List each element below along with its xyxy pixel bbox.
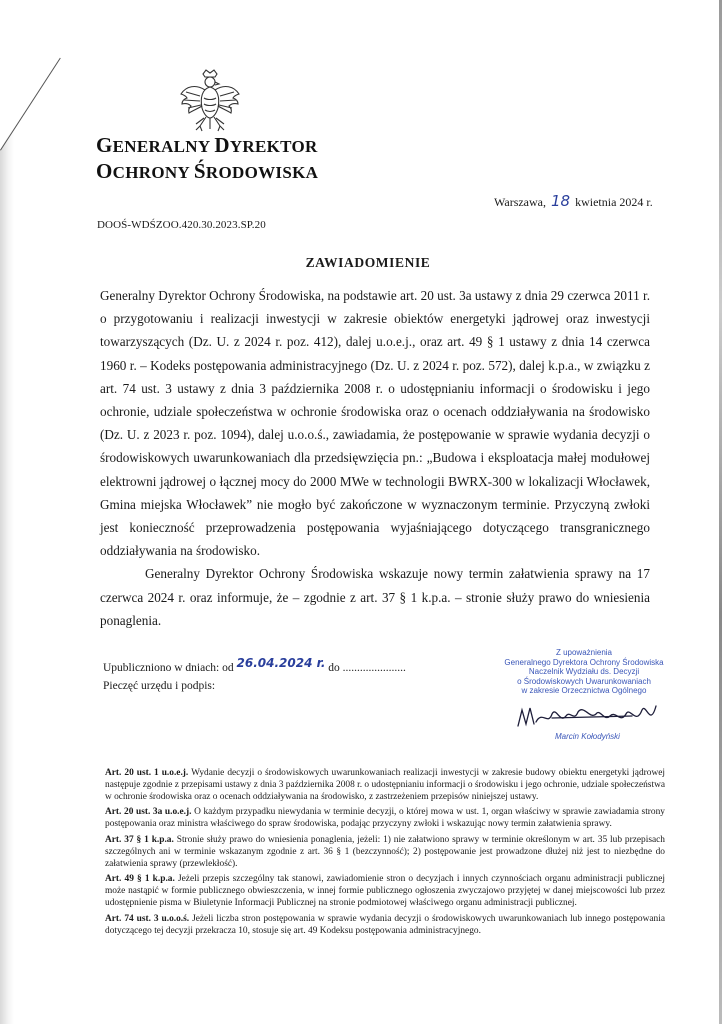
publication-from-date: 26.04.2024 r. — [236, 656, 326, 670]
place: Warszawa, — [494, 195, 547, 209]
footnote-item: Art. 74 ust. 3 u.o.o.ś. Jeżeli liczba stron postępowania w sprawie wydania decyzji o środowiskowych uwarunkowaniach lub innego postępowania dotyczącego tej decyzji przekracza 10, stosuje się art. 49 Kodeksu postępowania administracyjnego. — [105, 913, 665, 936]
footnote-item: Art. 37 § 1 k.p.a. Stronie służy prawo do wniesienia ponaglenia, jeżeli: 1) nie załatwiono sprawy w terminie określonym w art. 35 lub przepisach szczególnych ani w terminie wskazanym zgodnie z art. 36 § 1 (bezczynność); 2) postępowanie jest prowadzone dłużej niż jest to niezbędne do załatwienia sprawy (przewlekłość). — [105, 834, 665, 869]
body-paragraph-2: Generalny Dyrektor Ochrony Środowiska wskazuje nowy termin załatwienia sprawy na 17 czerwca 2024 r. oraz informuje, że – zgodnie z art. 37 § 1 k.p.a. – stronie służy prawo do wniesienia ponaglenia. — [100, 566, 650, 628]
handwritten-day: 18 — [551, 192, 571, 210]
document-title: ZAWIADOMIENIE — [305, 255, 431, 270]
publication-to-label: do — [328, 662, 340, 674]
place-and-date — [494, 192, 653, 210]
auth-line-1: Z upoważnienia — [555, 648, 613, 657]
stamp-and-signature-label: Pieczęć urzędu i podpis: — [103, 680, 216, 692]
auth-line-2: Generalnego Dyrektora Ochrony Środowiska — [504, 657, 664, 667]
handwritten-signature-icon — [512, 696, 662, 734]
scan-shadow-left — [0, 0, 14, 1024]
notice-body — [100, 284, 650, 632]
date-month-year: kwietnia 2024 r. — [575, 195, 653, 209]
case-reference-number: DOOŚ-WDŚZOO.420.30.2023.SP.20 — [97, 219, 266, 231]
signer-name: Marcin Kołodyński — [555, 732, 620, 741]
legal-footnotes — [105, 768, 665, 941]
white-eagle-emblem-icon — [178, 68, 242, 134]
footnote-item: Art. 20 ust. 3a u.o.e.j. O każdym przypadku niewydania w terminie decyzji, o której mowa w ust. 1, organ właściwy w sprawie zawiadamia strony postępowania oraz ministra właściwego do spraw środowiska, podając przyczyny zwłoki i wskazując nowy termin załatwienia sprawy. — [105, 807, 665, 830]
footnote-item: Art. 20 ust. 1 u.o.e.j. Wydanie decyzji o środowiskowych uwarunkowaniach realizacji inwestycji w zakresie budowy obiektu energetyki jądrowej następuje zgodnie z przepisami ustawy z dnia 3 października 2008 r. o udostępnianiu informacji o środowisku i jego ochronie, udziale społeczeństwa w ochronie środowiska oraz o ocenach oddziaływania na środowisko, z zastrzeżeniem przepisów niniejszej ustawy. — [105, 768, 665, 802]
issuer-name: GENERALNY DYREKTOR OCHRONY ŚRODOWISKA — [96, 133, 319, 183]
publication-label: Upubliczniono w dniach: od — [103, 662, 234, 674]
auth-line-4: o Środowiskowych Uwarunkowaniach — [517, 676, 651, 686]
publication-to-blank: ...................... — [342, 662, 406, 674]
auth-line-3: Naczelnik Wydziału ds. Decyzji — [528, 667, 640, 677]
auth-line-5: w zakresie Orzecznictwa Ogólnego — [521, 686, 647, 696]
publication-period — [103, 656, 406, 674]
footnote-item: Art. 49 § 1 k.p.a. Jeżeli przepis szczególny tak stanowi, zawiadomienie stron o decyzjach i innych czynnościach organu administracji publicznej może nastąpić w formie publicznego obwieszczenia, w innej formie publicznego ogłoszenia zwyczajowo przyjętej w danej miejscowości lub przez udostępnienie pisma w Biuletynie Informacji Publicznej na stronie podmiotowej właściwego organu administracji publicznej. — [105, 874, 666, 908]
body-paragraph-1: Generalny Dyrektor Ochrony Środowiska, na podstawie art. 20 ust. 3a ustawy z dnia 29 czerwca 2011 r. o przygotowaniu i realizacji inwestycji w zakresie obiektów energetyki jądrowej oraz inwestycji towarzyszących (Dz. U. z 2024 r. poz. 412), dalej u.o.e.j., oraz art. 49 § 1 ustawy z dnia 14 czerwca 1960 r. – Kodeks postępowania administracyjnego (Dz. U. z 2024 r. poz. 572), dalej k.p.a., w związku z art. 74 ust. 3 ustawy z dnia 3 października 2008 r. o udostępnianiu informacji o środowisku i jego ochronie, udziale społeczeństwa w ochronie środowiska oraz o ocenach oddziaływania na środowisko (Dz. U. z 2023 r. poz. 1094), dalej u.o.o.ś., zawiadamia, że postępowanie w sprawie wydania decyzji o środowiskowych uwarunkowaniach dla przedsięwzięcia pn.: „Budowa i eksploatacja małej modułowej elektrowni jądrowej o łącznej mocy do 2000 MWe w technologii BWRX-300 w lokalizacji Włocławek, Gmina miejska Włocławek” nie mogło być zakończone w wyznaczonym terminie. Przyczyną zwłoki jest konieczność przeprowadzenia postępowania wyjaśniającego dotyczącego transgranicznego oddziaływania na środowisko. — [100, 288, 650, 559]
authorization-stamp — [482, 648, 686, 696]
